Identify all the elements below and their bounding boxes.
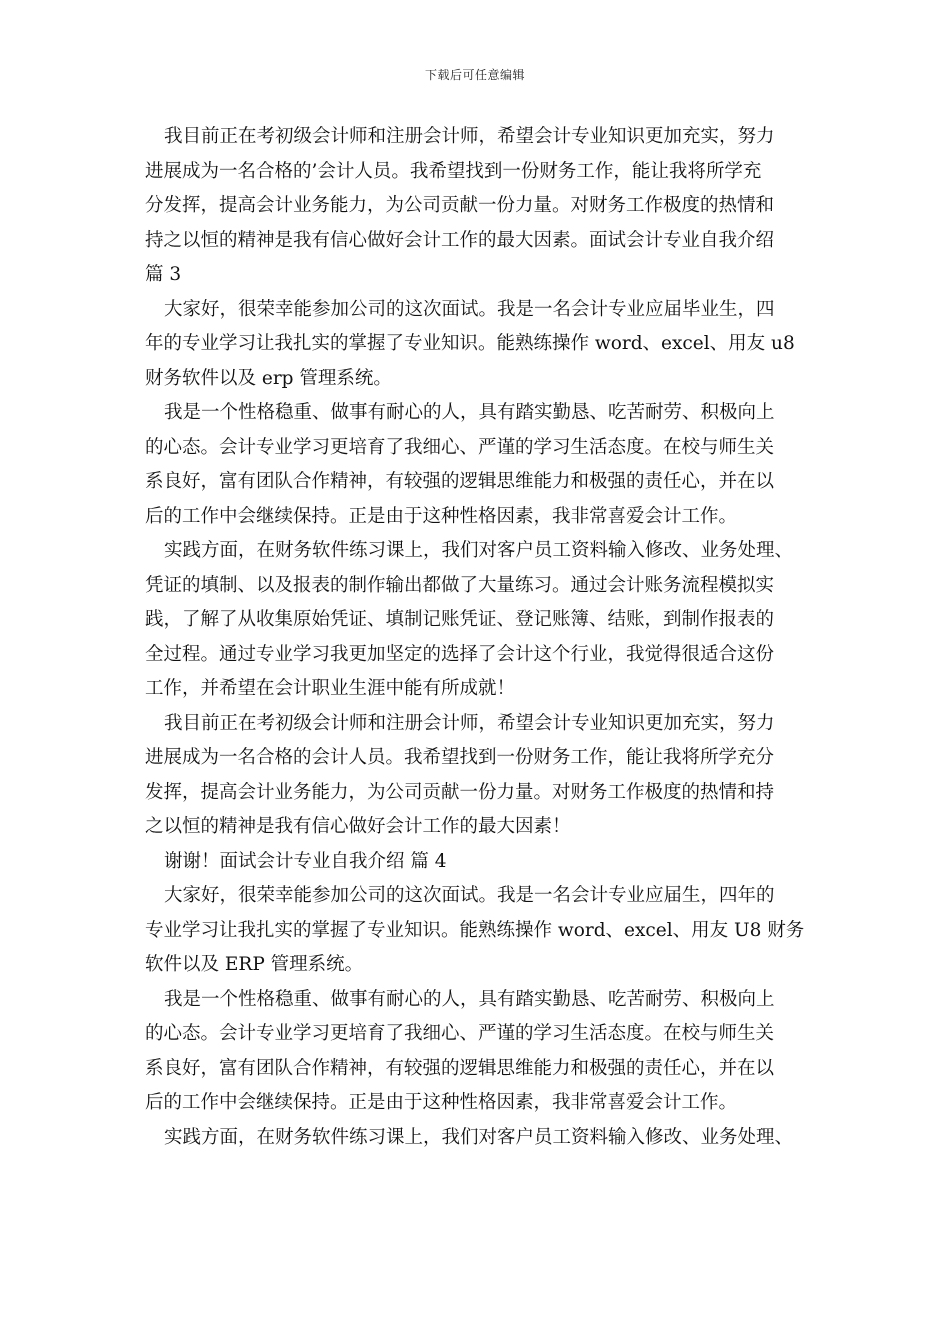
text-line: 全过程。通过专业学习我更加坚定的选择了会计这个行业，我觉得很适合这份: [145, 643, 775, 665]
text-line: 进展成为一名合格的会计人员。我希望找到一份财务工作，能让我将所学充分: [145, 747, 775, 768]
text-line: 财务软件以及 erp 管理系统。: [145, 367, 392, 389]
text-line: 年的专业学习让我扎实的掌握了专业知识。能熟练操作 word、excel、用友 u8: [145, 333, 795, 354]
text-line: 后的工作中会继续保持。正是由于这种性格因素，我非常喜爱会计工作。: [145, 1092, 738, 1113]
text-line: 实践方面，在财务软件练习课上，我们对客户员工资料输入修改、业务处理、: [164, 1126, 794, 1148]
page-header: 下载后可任意编辑: [424, 68, 525, 82]
text-line: 发挥，提高会计业务能力，为公司贡献一份力量。对财务工作极度的热情和持: [145, 781, 775, 803]
text-line: 后的工作中会继续保持。正是由于这种性格因素，我非常喜爱会计工作。: [145, 505, 738, 527]
document-body: [145, 120, 810, 1155]
text-line: 工作，并希望在会计职业生涯中能有所成就！: [145, 678, 516, 699]
text-line: 系良好，富有团队合作精神，有较强的逻辑思维能力和极强的责任心，并在以: [145, 471, 775, 492]
text-line: 谢谢！面试会计专业自我介绍 篇 4: [164, 850, 447, 872]
text-line: 凭证的填制、以及报表的制作输出都做了大量练习。通过会计账务流程模拟实: [145, 574, 775, 596]
text-line: 践，了解了从收集原始凭证、填制记账凭证、登记账簿、结账，到制作报表的: [145, 609, 775, 630]
text-line: 我是一个性格稳重、做事有耐心的人，具有踏实勤恳、吃苦耐劳、积极向上: [164, 402, 775, 423]
text-line: 分发挥，提高会计业务能力，为公司贡献一份力量。对财务工作极度的热情和: [145, 195, 775, 216]
text-line: 我是一个性格稳重、做事有耐心的人，具有踏实勤恳、吃苦耐劳、积极向上: [164, 988, 775, 1010]
text-line: 持之以恒的精神是我有信心做好会计工作的最大因素。面试会计专业自我介绍: [145, 229, 775, 251]
text-line: 实践方面，在财务软件练习课上，我们对客户员工资料输入修改、业务处理、: [164, 540, 794, 561]
text-line: 大家好，很荣幸能参加公司的这次面试。我是一名会计专业应届生，四年的: [164, 885, 775, 906]
text-line: 篇 3: [145, 264, 182, 285]
text-line: 专业学习让我扎实的掌握了专业知识。能熟练操作 word、excel、用友 U8 财务: [145, 919, 805, 941]
text-line: 我目前正在考初级会计师和注册会计师，希望会计专业知识更加充实，努力: [164, 126, 775, 147]
text-line: 之以恒的精神是我有信心做好会计工作的最大因素！: [145, 816, 571, 837]
text-line: 系良好，富有团队合作精神，有较强的逻辑思维能力和极强的责任心，并在以: [145, 1057, 775, 1079]
text-line: 软件以及 ERP 管理系统。: [145, 954, 364, 975]
text-line: 大家好，很荣幸能参加公司的这次面试。我是一名会计专业应届毕业生，四: [164, 298, 775, 320]
text-line: 我目前正在考初级会计师和注册会计师，希望会计专业知识更加充实，努力: [164, 712, 775, 734]
text-line: 的心态。会计专业学习更培育了我细心、严谨的学习生活态度。在校与师生关: [145, 1023, 775, 1044]
text-line: 的心态。会计专业学习更培育了我细心、严谨的学习生活态度。在校与师生关: [145, 436, 775, 458]
text-line: 进展成为一名合格的’会计人员。我希望找到一份财务工作，能让我将所学充: [145, 160, 762, 182]
